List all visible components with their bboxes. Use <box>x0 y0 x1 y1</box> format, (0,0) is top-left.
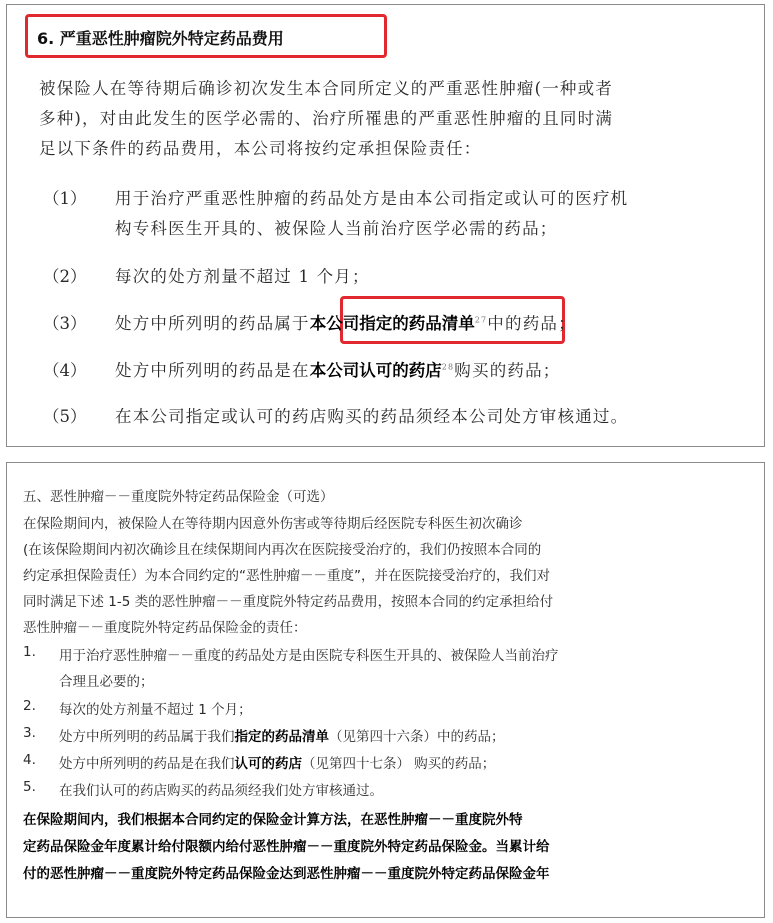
intro-line-1: 被保险人在等待期后确诊初次发生本合同所定义的严重恶性肿瘤(一种或者 <box>39 79 614 98</box>
item-text <box>115 357 561 381</box>
item-number: （4） <box>43 361 87 380</box>
item-text-cont: 构专科医生开具的、被保险人当前治疗医学必需的药品； <box>115 219 558 238</box>
item-number: （3） <box>43 314 87 333</box>
item-number: 4. <box>23 752 36 768</box>
pharmacy-text: 认可的药店 <box>234 756 302 772</box>
para-line: 恶性肿瘤－－重度院外特定药品保险金的责任： <box>23 620 307 636</box>
para-line: (在该保险期间内初次确诊且在续保期间内再次在医院接受治疗的，我们仍按照本合同的 <box>23 542 542 558</box>
item-text-pre: 处方中所列明的药品是在 <box>115 361 310 380</box>
pharmacy-text: 本公司认可的药店 <box>309 361 442 380</box>
bold-para-line: 付的恶性肿瘤－－重度院外特定药品保险金达到恶性肿瘤－－重度院外特定药品保险金年 <box>23 866 550 882</box>
item-text <box>115 310 576 334</box>
item-text: 在我们认可的药店购买的药品须经我们处方审核通过。 <box>59 783 383 799</box>
item-number: （5） <box>43 407 87 426</box>
drug-list-text: 指定的药品清单 <box>234 729 329 745</box>
footnote-marker: 28 <box>441 362 455 372</box>
item-text-post: 购买的药品； <box>454 361 561 380</box>
intro-line-3: 足以下条件的药品费用，本公司将按约定承担保险责任： <box>39 139 482 158</box>
item-number: （1） <box>43 189 87 208</box>
bold-para-line: 在保险期间内，我们根据本合同约定的保险金计算方法，在恶性肿瘤－－重度院外特 <box>23 812 523 828</box>
para-line: 同时满足下述 1-5 类的恶性肿瘤－－重度院外特定药品费用，按照本合同的约定承担给付 <box>23 594 554 610</box>
para-line: 约定承担保险责任）为本合同约定的“恶性肿瘤－－重度”，并在医院接受治疗的，我们对 <box>23 568 550 584</box>
item-text-pre: 处方中所列明的药品属于 <box>115 314 310 333</box>
item-text-post: 中的药品； <box>487 314 576 333</box>
item-text-pre: 处方中所列明的药品属于我们 <box>59 729 235 745</box>
item-text: 每次的处方剂量不超过 1 个月； <box>59 702 252 718</box>
item-number: 2. <box>23 698 36 714</box>
bold-para-line: 定药品保险金年度累计给付限额内给付恶性肿瘤－－重度院外特定药品保险金。当累计给 <box>23 839 550 855</box>
section-heading: 五、恶性肿瘤－－重度院外特定药品保险金（可选） <box>23 489 334 505</box>
item-text <box>59 725 505 745</box>
intro-line-2: 多种)，对由此发生的医学必需的、治疗所罹患的严重恶性肿瘤的且同时满 <box>39 109 614 128</box>
drug-list-link-text: 本公司指定的药品清单 <box>309 314 475 333</box>
item-text: 用于治疗恶性肿瘤－－重度的药品处方是由医院专科医生开具的、被保险人当前治疗 <box>59 648 559 664</box>
item-text: 用于治疗严重恶性肿瘤的药品处方是由本公司指定或认可的医疗机 <box>115 189 629 208</box>
item-text: 每次的处方剂量不超过 1 个月； <box>115 267 370 286</box>
policy-excerpt-panel-2 <box>6 462 765 918</box>
item-text-post: （见第四十六条）中的药品； <box>329 729 505 745</box>
item-text: 在本公司指定或认可的药店购买的药品须经本公司处方审核通过。 <box>115 407 629 426</box>
para-line: 在保险期间内，被保险人在等待期内因意外伤害或等待期后经医院专科医生初次确诊 <box>23 516 523 532</box>
item-text-post: （见第四十七条） 购买的药品； <box>302 756 496 772</box>
item-number: 3. <box>23 725 36 741</box>
item-text-pre: 处方中所列明的药品是在我们 <box>59 756 235 772</box>
item-number: （2） <box>43 267 87 286</box>
item-number: 1. <box>23 644 36 660</box>
item-text <box>59 752 495 772</box>
policy-excerpt-panel-1 <box>6 4 765 447</box>
section-title: 6. 严重恶性肿瘤院外特定药品费用 <box>37 29 284 48</box>
footnote-marker: 27 <box>474 315 488 325</box>
item-text-cont: 合理且必要的； <box>59 674 154 690</box>
item-number: 5. <box>23 779 36 795</box>
